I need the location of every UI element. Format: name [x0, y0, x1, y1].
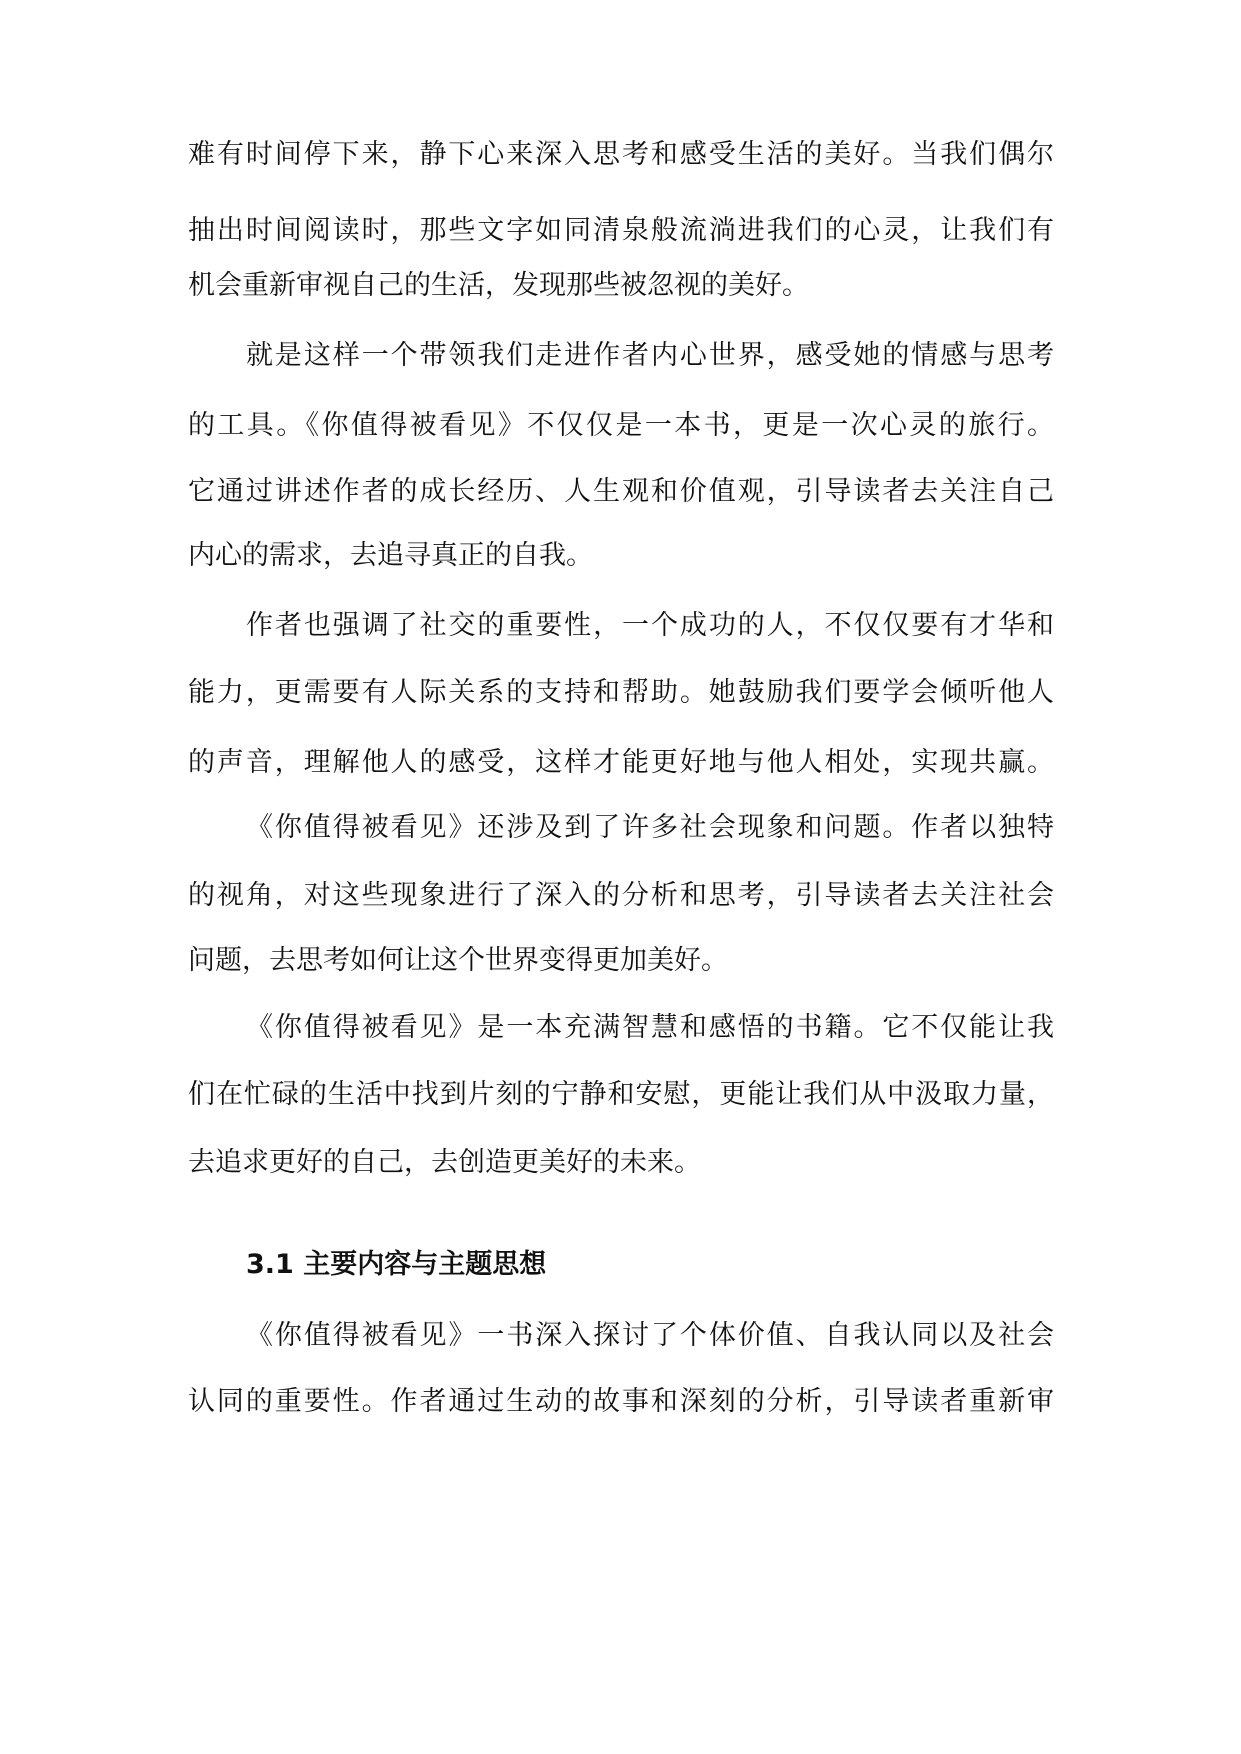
paragraph-line: 的视角，对这些现象进行了深入的分析和思考，引导读者去关注社会: [188, 880, 1054, 911]
paragraph-first-line: 《你值得被看见》是一本充满智慧和感悟的书籍。它不仅能让我: [246, 1012, 1054, 1043]
paragraph-line: 的工具。《你值得被看见》不仅仅是一本书，更是一次心灵的旅行。: [188, 410, 1054, 441]
paragraph-line: 难有时间停下来，静下心来深入思考和感受生活的美好。当我们偶尔: [188, 139, 1054, 170]
paragraph-line: 能力，更需要有人际关系的支持和帮助。她鼓励我们要学会倾听他人: [188, 677, 1054, 708]
paragraph-first-line: 就是这样一个带领我们走进作者内心世界，感受她的情感与思考: [246, 340, 1054, 371]
paragraph-line: 问题，去思考如何让这个世界变得更加美好。: [188, 945, 728, 976]
paragraph-line: 的声音，理解他人的感受，这样才能更好地与他人相处，实现共赢。: [188, 747, 1054, 778]
paragraph-first-line: 《你值得被看见》还涉及到了许多社会现象和问题。作者以独特: [246, 812, 1054, 843]
section-heading: 3.1 主要内容与主题思想: [246, 1249, 547, 1280]
paragraph-line: 内心的需求，去追寻真正的自我。: [188, 540, 593, 571]
paragraph-line: 认同的重要性。作者通过生动的故事和深刻的分析，引导读者重新审: [188, 1386, 1054, 1417]
paragraph-line: 们在忙碌的生活中找到片刻的宁静和安慰，更能让我们从中汲取力量，: [188, 1079, 1054, 1110]
paragraph-first-line: 《你值得被看见》一书深入探讨了个体价值、自我认同以及社会: [246, 1320, 1054, 1351]
paragraph-first-line: 作者也强调了社交的重要性，一个成功的人，不仅仅要有才华和: [246, 610, 1054, 641]
paragraph-line: 抽出时间阅读时，那些文字如同清泉般流淌进我们的心灵，让我们有: [188, 215, 1054, 246]
paragraph-line: 它通过讲述作者的成长经历、人生观和价值观，引导读者去关注自己: [188, 476, 1054, 507]
paragraph-line: 机会重新审视自己的生活，发现那些被忽视的美好。: [188, 270, 809, 301]
paragraph-line: 去追求更好的自己，去创造更美好的未来。: [188, 1147, 701, 1178]
